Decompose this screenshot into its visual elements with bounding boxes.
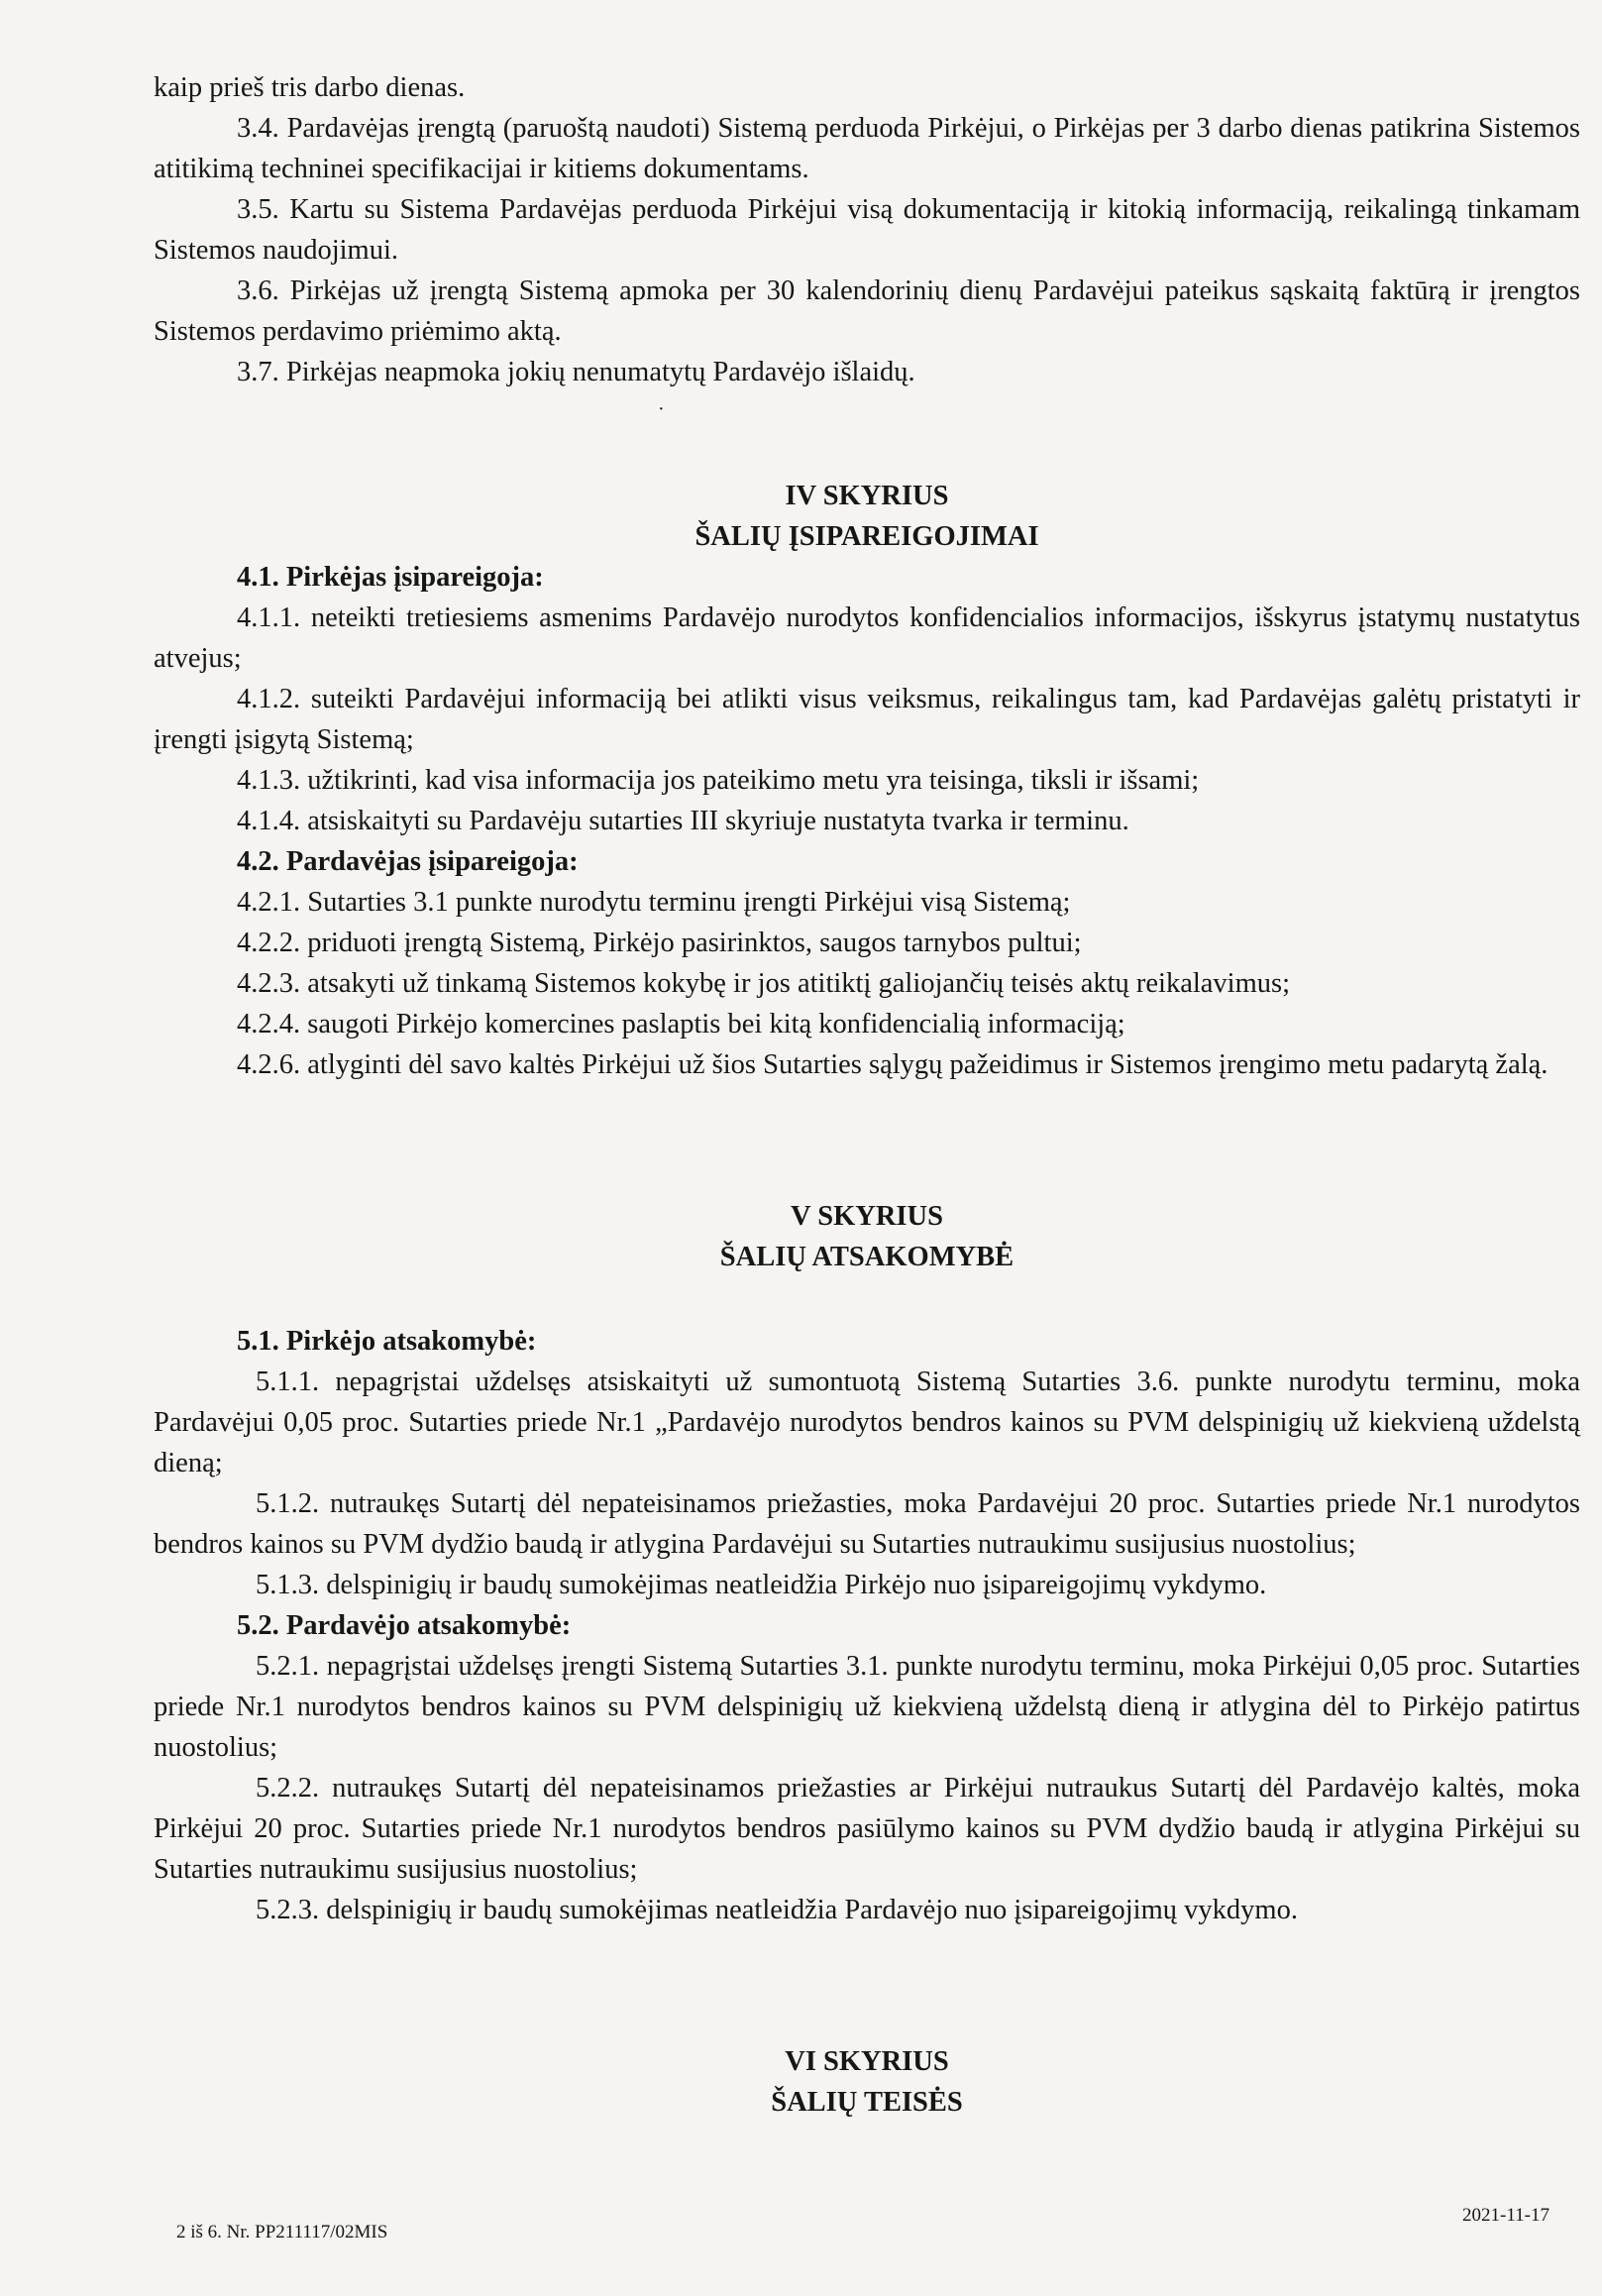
clause-4-2-1: 4.2.1. Sutarties 3.1 punkte nurodytu terminu įrengti Pirkėjui visą Sistemą; xyxy=(237,887,1071,918)
clause-5-1-3: 5.1.3. delspinigių ir baudų sumokėjimas neatleidžia Pirkėjo nuo įsipareigojimų vykdymo. xyxy=(256,1570,1267,1600)
paragraph-3-5: 3.5. Kartu su Sistema Pardavėjas perduoda Pirkėjui visą dokumentaciją ir kitokią informaciją, reikalingą tinkamam Sistemos naudojimui. xyxy=(154,194,1580,266)
paragraph-3-6: 3.6. Pirkėjas už įrengtą Sistemą apmoka per 30 kalendorinių dienų Pardavėjui pateikus sąskaitą faktūrą ir įrengtos Sistemos perdavimo priėmimo aktą. xyxy=(154,275,1580,347)
section-5-title: ŠALIŲ ATSAKOMYBĖ xyxy=(719,1242,1015,1272)
seller-liability-heading: 5.2. Pardavėjo atsakomybė: xyxy=(237,1610,572,1641)
clause-4-1-3: 4.1.3. užtikrinti, kad visa informacija jos pateikimo metu yra teisinga, tiksli ir išsami; xyxy=(237,765,1200,796)
buyer-liability-heading: 5.1. Pirkėjo atsakomybė: xyxy=(237,1326,537,1357)
clause-4-1-2: 4.1.2. suteikti Pardavėjui informaciją bei atlikti visus veiksmus, reikalingus tam, kad Pardavėjas galėtų pristatyti ir įrengti įsigytą Sistemą; xyxy=(154,684,1580,755)
footer-date: 2021-11-17 xyxy=(1462,2205,1549,2226)
paragraph-3-7: 3.7. Pirkėjas neapmoka jokių nenumatytų Pardavėjo išlaidų. xyxy=(237,357,915,387)
clause-4-2-3: 4.2.3. atsakyti už tinkamą Sistemos kokybę ir jos atitiktį galiojančių teisės aktų reikalavimus; xyxy=(237,968,1291,999)
section-4-title: ŠALIŲ ĮSIPAREIGOJIMAI xyxy=(694,521,1039,552)
footer-page-reference: 2 iš 6. Nr. PP211117/02MIS xyxy=(176,2222,388,2242)
clause-5-2-1: 5.2.1. nepagrįstai uždelsęs įrengti Sistemą Sutarties 3.1. punkte nurodytu terminu, moka Pirkėjui 0,05 proc. Sutarties priede Nr.1 nurodytos bendros kainos su PVM delspinigių už kiekvieną uždelstą dieną ir atlygina dėl to Pirkėjo patirtus nuostolius; xyxy=(154,1651,1580,1763)
clause-5-2-2: 5.2.2. nutraukęs Sutartį dėl nepateisinamos priežasties ar Pirkėjui nutraukus Sutartį dėl Pardavėjo kaltės, moka Pirkėjui 20 proc. Sutarties priede Nr.1 nurodytos bendros pasiūlymo kainos su PVM dydžio baudą ir atlygina Pirkėjui su Sutarties nutraukimu susijusius nuostolius; xyxy=(154,1773,1580,1885)
seller-obligations-heading: 4.2. Pardavėjas įsipareigoja: xyxy=(237,846,579,877)
clause-4-1-1: 4.1.1. neteikti tretiesiems asmenims Pardavėjo nurodytos konfidencialios informacijos, išskyrus įstatymų nustatytus atvejus; xyxy=(154,602,1580,674)
clause-4-2-2: 4.2.2. priduoti įrengtą Sistemą, Pirkėjo pasirinktos, saugos tarnybos pultui; xyxy=(237,928,1082,958)
section-4-number: IV SKYRIUS xyxy=(785,481,949,511)
document-body xyxy=(154,67,1580,2123)
paragraph-continuation: kaip prieš tris darbo dienas. xyxy=(154,72,466,103)
section-6-number: VI SKYRIUS xyxy=(785,2046,949,2077)
paragraph-3-4: 3.4. Pardavėjas įrengtą (paruoštą naudoti) Sistemą perduoda Pirkėjui, o Pirkėjas per 3 darbo dienas patikrina Sistemos atitikimą techninei specifikacijai ir kitiems dokumentams. xyxy=(154,113,1580,184)
clause-5-1-1: 5.1.1. nepagrįstai uždelsęs atsiskaityti už sumontuotą Sistemą Sutarties 3.6. punkte nurodytu terminu, moka Pardavėjui 0,05 proc. Sutarties priede Nr.1 „Pardavėjo nurodytos bendros kainos su PVM delspinigių už kiekvieną uždelstą dieną; xyxy=(154,1367,1580,1478)
clause-5-2-3: 5.2.3. delspinigių ir baudų sumokėjimas neatleidžia Pardavėjo nuo įsipareigojimų vykdymo. xyxy=(256,1895,1298,1925)
stray-mark: · xyxy=(658,398,665,420)
clause-4-2-4: 4.2.4. saugoti Pirkėjo komercines paslaptis bei kitą konfidencialią informaciją; xyxy=(237,1009,1125,1039)
buyer-obligations-heading: 4.1. Pirkėjas įsipareigoja: xyxy=(237,562,544,593)
section-5-number: V SKYRIUS xyxy=(791,1201,943,1232)
section-6-title: ŠALIŲ TEISĖS xyxy=(771,2087,963,2118)
clause-4-1-4: 4.1.4. atsiskaityti su Pardavėju sutarties III skyriuje nustatyta tvarka ir terminu. xyxy=(237,806,1129,836)
clause-4-2-6: 4.2.6. atlyginti dėl savo kaltės Pirkėjui už šios Sutarties sąlygų pažeidimus ir Sistemos įrengimo metu padarytą žalą. xyxy=(237,1049,1549,1080)
clause-5-1-2: 5.1.2. nutraukęs Sutartį dėl nepateisinamos priežasties, moka Pardavėjui 20 proc. Sutarties priede Nr.1 nurodytos bendros kainos su PVM dydžio baudą ir atlygina Pardavėjui su Sutarties nutraukimu susijusius nuostolius; xyxy=(154,1488,1580,1560)
